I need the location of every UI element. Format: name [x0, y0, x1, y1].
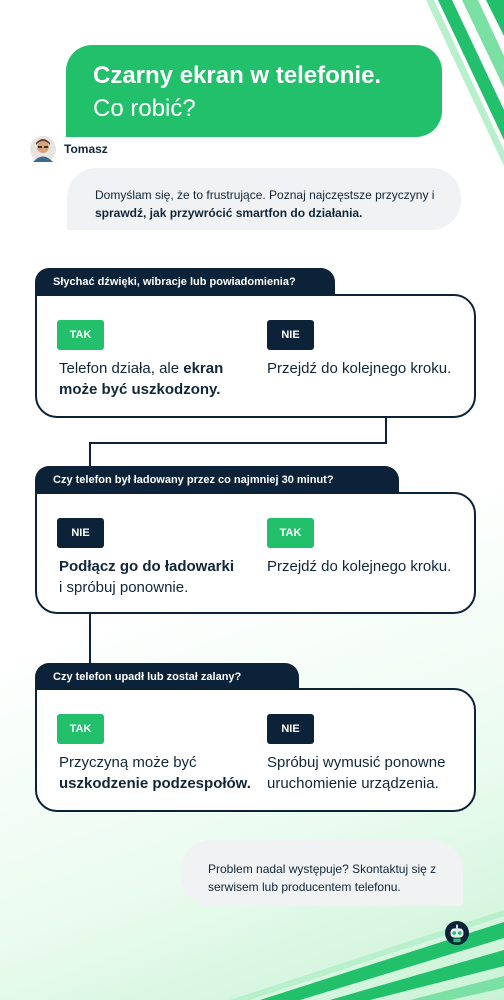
outro-bubble [181, 840, 463, 906]
page-title: Czarny ekran w telefonie. [93, 62, 382, 89]
question-tab-1: Słychać dźwięki, wibracje lub powiadomienia? [35, 268, 335, 296]
outro-text: Problem nadal występuje? Skontaktuj się z serwisem lub producentem telefonu. [208, 862, 437, 894]
answer-text-yes: Przyczyną może być uszkodzenie podzespołów. [59, 754, 251, 792]
answer-card-3 [35, 688, 476, 812]
answer-text-yes: Telefon działa, ale ekran może być uszkodzony. [59, 360, 224, 398]
answer-text-no: Przejdź do kolejnego kroku. [267, 360, 452, 377]
connector-line [89, 613, 91, 665]
answer-card-2 [35, 492, 476, 614]
no-badge: NIE [267, 320, 314, 350]
author-name: Tomasz [64, 142, 108, 156]
intro-text: Domyślam się, że to frustrujące. Poznaj najczęstsze przyczyny i sprawdź, jak przywrócić smartfon do działania. [95, 188, 435, 220]
yes-badge: TAK [267, 518, 314, 548]
answer-text-yes: Przejdź do kolejnego kroku. [267, 558, 452, 575]
title-bubble [66, 45, 442, 137]
connector-line [89, 442, 387, 444]
answer-text-no: Spróbuj wymusić ponowne uruchomienie urządzenia. [267, 754, 446, 792]
yes-badge: TAK [57, 320, 104, 350]
answer-card-1 [35, 294, 476, 418]
yes-badge: TAK [57, 714, 104, 744]
connector-line [385, 416, 387, 444]
page-subtitle: Co robić? [93, 95, 196, 122]
question-tab-3: Czy telefon upadł lub został zalany? [35, 663, 299, 691]
intro-bubble [67, 168, 461, 230]
avatar [30, 136, 56, 162]
no-badge: NIE [267, 714, 314, 744]
question-tab-2: Czy telefon był ładowany przez co najmniej 30 minut? [35, 466, 399, 494]
connector-line [89, 442, 91, 468]
robot-icon [445, 921, 469, 945]
answer-text-no: Podłącz go do ładowarki i spróbuj ponownie. [59, 558, 235, 596]
no-badge: NIE [57, 518, 104, 548]
